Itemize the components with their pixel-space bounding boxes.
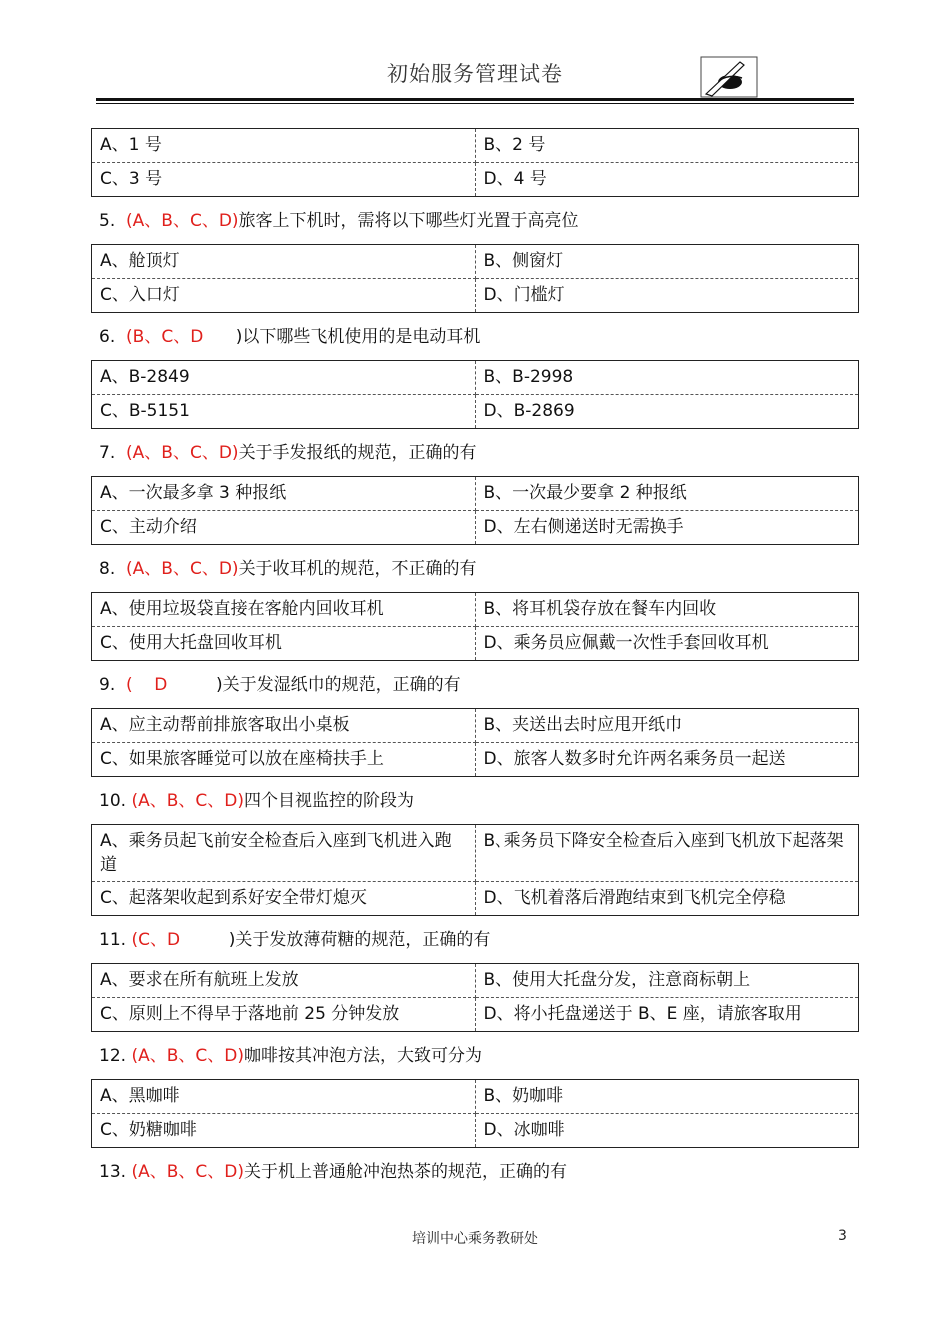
header-rule-thick [96, 98, 854, 101]
options-table [91, 244, 859, 313]
question-number: 13. [99, 1162, 132, 1182]
option-cell: A、应主动帮前排旅客取出小桌板 [92, 709, 476, 743]
question-number: 7. [99, 443, 127, 463]
option-cell: C、B-5151 [92, 395, 476, 429]
question-text: )以下哪些飞机使用的是电动耳机 [235, 327, 481, 347]
option-cell: B､乘务员下降安全检查后入座到飞机放下起落架 [475, 825, 859, 882]
option-cell: A、一次最多拿 3 种报纸 [92, 477, 476, 511]
table-row [92, 743, 859, 777]
option-cell: A、1 号 [92, 129, 476, 163]
questions-container [91, 197, 859, 1195]
question-number: 5. [99, 211, 127, 231]
table-row [92, 163, 859, 197]
question-answer: (C、D [131, 930, 229, 950]
option-cell: C、起落架收起到系好安全带灯熄灭 [92, 882, 476, 916]
question-line [91, 777, 859, 824]
table-row [92, 477, 859, 511]
options-table [91, 592, 859, 661]
table-row [92, 395, 859, 429]
table-row [92, 998, 859, 1032]
option-cell: C、3 号 [92, 163, 476, 197]
options-table [91, 824, 859, 916]
option-cell: A、使用垃圾袋直接在客舱内回收耳机 [92, 593, 476, 627]
option-cell: C、使用大托盘回收耳机 [92, 627, 476, 661]
table-row [92, 361, 859, 395]
question-text: 咖啡按其冲泡方法，大致可分为 [243, 1046, 482, 1066]
question-number: 12. [99, 1046, 132, 1066]
page-header [96, 48, 854, 104]
option-cell: D、冰咖啡 [475, 1114, 859, 1148]
page-title: 初始服务管理试卷 [387, 62, 563, 86]
table-row [92, 1114, 859, 1148]
table-row [92, 709, 859, 743]
option-cell: A、黑咖啡 [92, 1080, 476, 1114]
table-row [92, 593, 859, 627]
option-cell: B、2 号 [475, 129, 859, 163]
airline-logo-icon [700, 56, 758, 98]
options-table [91, 1079, 859, 1148]
option-cell: A、舱顶灯 [92, 245, 476, 279]
question-line [91, 1148, 859, 1195]
table-row [92, 129, 859, 163]
option-cell: B、夹送出去时应甩开纸巾 [475, 709, 859, 743]
question-line [91, 1032, 859, 1079]
table-row [92, 964, 859, 998]
table-row [92, 825, 859, 882]
question-answer: (A、B、C、D) [131, 791, 244, 811]
question-list [91, 128, 859, 1195]
option-cell: B、侧窗灯 [475, 245, 859, 279]
question-text: )关于发湿纸巾的规范，正确的有 [216, 675, 461, 695]
question-answer: (A、B、C、D) [126, 443, 239, 463]
option-cell: C、原则上不得早于落地前 25 分钟发放 [92, 998, 476, 1032]
table-row [92, 245, 859, 279]
question-line [91, 916, 859, 963]
option-cell: D、4 号 [475, 163, 859, 197]
options-table [91, 128, 859, 197]
table-row [92, 511, 859, 545]
option-cell: D、将小托盘递送于 B、E 座，请旅客取用 [475, 998, 859, 1032]
question-text: 关于收耳机的规范，不正确的有 [238, 559, 477, 579]
question-line [91, 197, 859, 244]
option-cell: D、乘务员应佩戴一次性手套回收耳机 [475, 627, 859, 661]
option-cell: D、B-2869 [475, 395, 859, 429]
option-cell: D、门槛灯 [475, 279, 859, 313]
option-cell: D、旅客人数多时允许两名乘务员一起送 [475, 743, 859, 777]
question-text: 关于手发报纸的规范，正确的有 [238, 443, 477, 463]
options-table [91, 708, 859, 777]
option-cell: B、B-2998 [475, 361, 859, 395]
footer-text: 培训中心乘务教研处 [412, 1231, 538, 1247]
table-row [92, 279, 859, 313]
question-number: 8. [99, 559, 127, 579]
question-answer: (A、B、C、D) [131, 1046, 244, 1066]
question-line [91, 429, 859, 476]
table-row [92, 627, 859, 661]
option-cell: B、使用大托盘分发，注意商标朝上 [475, 964, 859, 998]
question-text: 旅客上下机时，需将以下哪些灯光置于高亮位 [238, 211, 579, 231]
option-cell: B、将耳机袋存放在餐车内回收 [475, 593, 859, 627]
table-row [92, 1080, 859, 1114]
options-table [91, 963, 859, 1032]
option-cell: B、一次最少要拿 2 种报纸 [475, 477, 859, 511]
question-text: )关于发放薄荷糖的规范，正确的有 [228, 930, 491, 950]
question-text: 关于机上普通舱冲泡热茶的规范，正确的有 [243, 1162, 567, 1182]
question-answer: (A、B、C、D) [126, 559, 239, 579]
question-number: 6. [99, 327, 127, 347]
option-cell: A、要求在所有航班上发放 [92, 964, 476, 998]
question-line [91, 545, 859, 592]
question-line [91, 661, 859, 708]
page-number: 3 [838, 1228, 847, 1244]
option-cell: D、左右侧递送时无需换手 [475, 511, 859, 545]
question-answer: (B、C、D [126, 327, 236, 347]
question-line [91, 313, 859, 360]
option-cell: B、奶咖啡 [475, 1080, 859, 1114]
option-cell: A、B-2849 [92, 361, 476, 395]
table-row [92, 882, 859, 916]
question-answer: (A、B、C、D) [126, 211, 239, 231]
options-table [91, 476, 859, 545]
question-number: 11. [99, 930, 132, 950]
option-cell: D、飞机着落后滑跑结束到飞机完全停稳 [475, 882, 859, 916]
option-cell: C、入口灯 [92, 279, 476, 313]
options-table [91, 360, 859, 429]
option-cell: C、主动介绍 [92, 511, 476, 545]
option-cell: C、如果旅客睡觉可以放在座椅扶手上 [92, 743, 476, 777]
question-text: 四个目视监控的阶段为 [243, 791, 414, 811]
header-rule-thin [96, 103, 854, 104]
option-cell: A、乘务员起飞前安全检查后入座到飞机进入跑道 [92, 825, 476, 882]
question-number: 9. [99, 675, 127, 695]
question-answer: ( D [126, 675, 217, 695]
option-cell: C、奶糖咖啡 [92, 1114, 476, 1148]
question-answer: (A、B、C、D) [131, 1162, 244, 1182]
question-number: 10. [99, 791, 132, 811]
